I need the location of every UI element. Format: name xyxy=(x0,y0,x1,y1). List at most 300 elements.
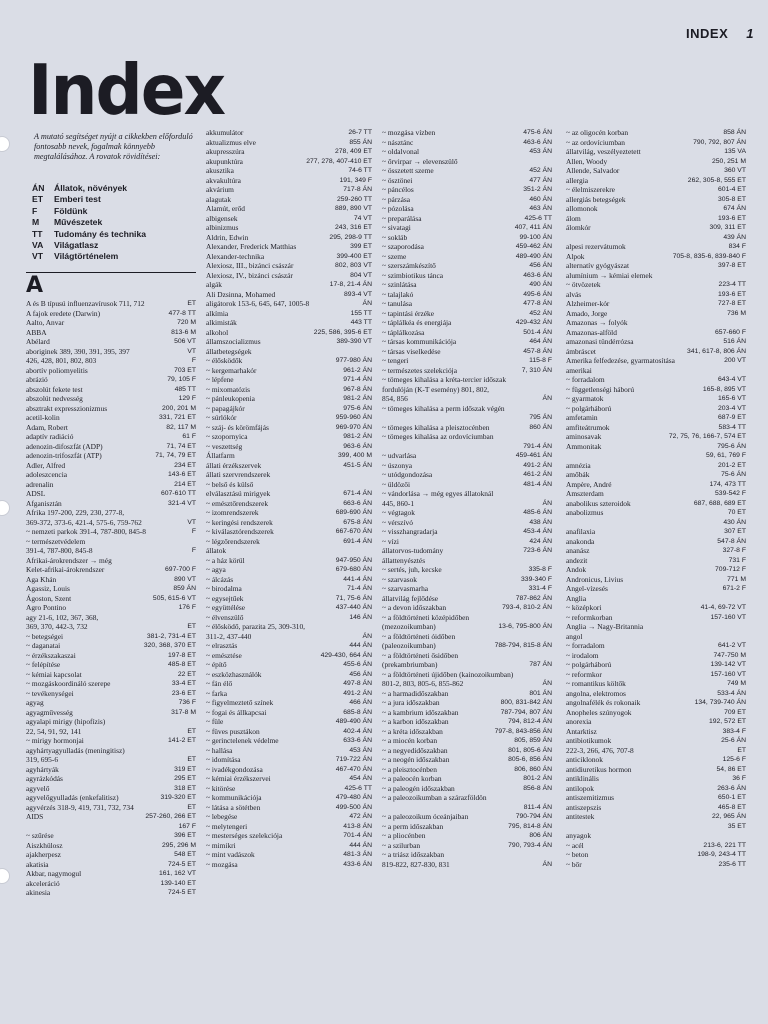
index-entry xyxy=(26,869,196,879)
index-entry xyxy=(206,204,372,214)
entry-term: agyhártyák xyxy=(26,764,59,774)
index-entry xyxy=(206,366,372,376)
index-entry xyxy=(382,632,552,642)
entry-term: 819-822, 827-830, 831 xyxy=(382,859,450,869)
entry-reference: 425-6 TT xyxy=(344,784,372,792)
entry-reference: 430 ÁN xyxy=(723,518,746,526)
entry-term: Afrikai-árokrendszer → még xyxy=(26,555,112,565)
punch-hole xyxy=(0,136,10,152)
entry-term: 854, 856 xyxy=(382,394,408,403)
index-entry xyxy=(566,442,746,452)
entry-reference: F xyxy=(191,547,196,554)
index-entry xyxy=(382,356,552,366)
entry-term: ~ a kréta időszakban xyxy=(382,726,443,736)
index-entry xyxy=(566,755,746,765)
entry-reference: 70 ET xyxy=(727,509,746,516)
index-entry xyxy=(382,518,552,528)
entry-term: ~ szűrése xyxy=(26,831,54,840)
entry-term: anabolikus szteroidok xyxy=(566,498,631,508)
entry-term: ~ természetvédelem xyxy=(26,536,86,546)
index-entry xyxy=(206,195,372,205)
index-entry xyxy=(26,451,196,461)
entry-term: elválasztású mirigyek xyxy=(206,489,271,498)
entry-term: amfiteátrumok xyxy=(566,422,610,432)
entry-term: Állatfarm xyxy=(206,451,235,460)
entry-reference: 74-6 TT xyxy=(348,167,372,174)
entry-term: albinizmus xyxy=(206,223,239,232)
index-entry xyxy=(566,765,746,775)
entry-term: ~ sivatagi xyxy=(382,223,411,232)
entry-reference: 709 ET xyxy=(724,708,746,716)
index-entry xyxy=(26,584,196,594)
index-entry xyxy=(206,746,372,756)
entry-reference: 485 TT xyxy=(174,385,196,393)
entry-reference: 481-3 ÁN xyxy=(343,851,372,858)
entry-reference: 855 ÁN xyxy=(349,138,372,146)
index-entry xyxy=(206,394,372,404)
entry-term: anyagok xyxy=(566,831,592,840)
index-entry xyxy=(26,765,196,775)
entry-term: ~ romantikus költők xyxy=(566,679,626,688)
entry-reference: 736 M xyxy=(727,309,746,317)
index-entry xyxy=(566,746,746,756)
index-entry xyxy=(206,223,372,233)
index-entry xyxy=(206,442,372,452)
entry-reference: 859 ÁN xyxy=(173,585,196,592)
index-entry xyxy=(382,480,552,490)
entry-term: ~ tengeri xyxy=(382,356,409,365)
entry-reference: ET xyxy=(187,623,196,630)
entry-term: Aldrin, Edwin xyxy=(206,232,249,242)
index-entry xyxy=(382,613,552,623)
index-entry xyxy=(26,603,196,613)
index-entry xyxy=(206,328,372,338)
entry-reference: 749 M xyxy=(727,680,746,687)
index-entry xyxy=(206,622,372,632)
index-entry xyxy=(206,157,372,167)
entry-reference: 213-6, 221 TT xyxy=(703,841,746,849)
entry-reference: 459-461 ÁN xyxy=(515,452,552,459)
index-entry xyxy=(566,584,746,594)
index-entry xyxy=(566,717,746,727)
entry-reference: 457-8 ÁN xyxy=(523,347,552,355)
entry-term: ~ farka xyxy=(206,688,228,698)
index-entry xyxy=(206,432,372,442)
entry-reference: 723-6 ÁN xyxy=(523,547,552,554)
entry-term: allomonok xyxy=(566,204,598,213)
entry-reference: 860 ÁN xyxy=(529,423,552,431)
index-entry xyxy=(206,470,372,480)
index-entry xyxy=(206,860,372,870)
index-entry xyxy=(382,375,552,385)
entry-term: alumínium → kémiai elemek xyxy=(566,270,653,280)
entry-reference: 318 ET xyxy=(174,784,196,792)
index-entry xyxy=(382,413,552,423)
index-entry xyxy=(382,831,552,841)
entry-term: ~ kémiai érzékszervei xyxy=(206,774,271,783)
entry-reference: 33-4 ET xyxy=(171,680,196,687)
entry-term: ~ tömeges kihalása a perm időszak végén xyxy=(382,403,505,413)
index-entry xyxy=(382,461,552,471)
entry-term: ~ agya xyxy=(206,565,226,574)
entry-term: Allende, Salvador xyxy=(566,166,620,175)
entry-term xyxy=(382,413,552,423)
entry-term: ~ kommunikációja xyxy=(206,793,262,802)
entry-reference: 583-4 TT xyxy=(718,423,746,431)
entry-reference: 790, 793-4 ÁN xyxy=(508,841,552,849)
entry-reference: 533-4 ÁN xyxy=(717,689,746,697)
entry-reference: 967-8 ÁN xyxy=(343,385,372,393)
index-entry xyxy=(566,518,746,528)
index-entry xyxy=(206,404,372,414)
entry-reference: 17-8, 21-4 ÁN xyxy=(329,281,372,288)
index-entry xyxy=(206,822,372,832)
entry-term: alkohol xyxy=(206,327,229,337)
entry-reference: 451-5 ÁN xyxy=(343,461,372,469)
entry-term: agyvérzés 318-9, 419, 731, 732, 734 xyxy=(26,802,134,812)
index-entry xyxy=(26,356,196,366)
index-entry xyxy=(382,499,552,509)
entry-term: acetil-kolin xyxy=(26,413,60,422)
entry-reference: 455-6 ÁN xyxy=(343,661,372,668)
entry-term: ~ ötvözetek xyxy=(566,280,601,289)
entry-reference: 278, 409 ET xyxy=(334,148,372,155)
entry-term: ~ oldalvonal xyxy=(382,147,420,156)
index-entry xyxy=(566,803,746,813)
index-entry xyxy=(26,413,196,423)
entry-reference: 135 VA xyxy=(724,148,746,155)
index-entry xyxy=(206,489,372,499)
entry-term: amőbák xyxy=(566,470,590,479)
entry-reference: 685-8 ÁN xyxy=(343,708,372,716)
index-entry xyxy=(206,584,372,594)
entry-reference: 731 F xyxy=(728,556,746,564)
entry-term: ~ légzőrendszerek xyxy=(206,536,260,546)
index-entry xyxy=(26,717,196,727)
entry-term: ~ belső és külső xyxy=(206,479,254,489)
index-entry xyxy=(566,470,746,480)
index-entry xyxy=(26,708,196,718)
index-entry xyxy=(206,812,372,822)
index-entry xyxy=(206,803,372,813)
index-entry xyxy=(26,793,196,803)
entry-term: 369, 370, 442-3, 732 xyxy=(26,622,88,631)
entry-term: ~ vándorlása → még egyes állatoknál xyxy=(382,489,494,498)
entry-term: ~ tömeges kihalása a kréta-tercier időszak xyxy=(382,375,507,384)
index-entry xyxy=(566,309,746,319)
entry-reference: 262, 305-8, 555 ET xyxy=(687,176,746,184)
entry-reference: 802, 803 VT xyxy=(334,262,372,269)
index-entry xyxy=(206,280,372,290)
index-entry xyxy=(206,451,372,461)
index-entry xyxy=(206,166,372,176)
entry-reference: 705-8, 835-6, 839-840 F xyxy=(672,252,746,260)
entry-reference: 464 ÁN xyxy=(529,338,552,345)
entry-reference: 23-6 ET xyxy=(171,689,196,697)
entry-term: ~ figyelmeztető színek xyxy=(206,698,274,707)
entry-term: ~ preparálása xyxy=(382,213,422,223)
entry-reference: 981-2 ÁN xyxy=(343,433,372,440)
entry-term: Ampère, André xyxy=(566,479,612,489)
entry-term: ~ melytengeri xyxy=(206,821,248,831)
entry-reference: 793-4, 810-2 ÁN xyxy=(502,604,552,611)
index-entry xyxy=(26,613,196,623)
entry-reference: 424 ÁN xyxy=(529,537,552,545)
entry-reference: 165-6 VT xyxy=(718,395,746,402)
entry-reference: 477-8 ÁN xyxy=(523,300,552,307)
index-entry xyxy=(382,214,552,224)
entry-term: ~ társas kommunikációja xyxy=(382,337,457,346)
entry-term: ~ betegségei xyxy=(26,631,64,641)
entry-term: A és B típusú influenzavírusok 711, 712 xyxy=(26,299,145,308)
entry-reference: 381-2, 731-4 ET xyxy=(146,632,196,640)
entry-reference: 771 M xyxy=(727,575,746,583)
entry-term: ~ kitörése xyxy=(206,783,236,793)
entry-term: ~ forradalom xyxy=(566,641,605,650)
index-entry xyxy=(26,727,196,737)
index-entry xyxy=(566,641,746,651)
entry-reference: 472 ÁN xyxy=(349,813,372,820)
entry-reference: 787-862 ÁN xyxy=(515,594,552,602)
entry-reference: 319 ET xyxy=(174,765,196,773)
entry-reference: 959-960 ÁN xyxy=(335,414,372,421)
entry-term: Alexander, Frederick Matthias xyxy=(206,242,297,251)
entry-term: ~ mixomatózis xyxy=(206,384,251,394)
index-entry xyxy=(566,831,746,841)
index-entry xyxy=(566,223,746,233)
entry-term: abszolút fekete test xyxy=(26,384,83,394)
entry-reference: 801, 805-6 ÁN xyxy=(508,746,552,754)
entry-term: ~ élvenszülő xyxy=(206,612,244,622)
entry-reference: 491-2 ÁN xyxy=(523,461,552,469)
entry-reference: 643-4 VT xyxy=(718,376,746,383)
entry-reference: 727-8 ET xyxy=(718,300,746,307)
entry-term: ~ fán élő xyxy=(206,679,233,688)
entry-term: ~ társas viselkedése xyxy=(382,346,441,356)
entry-reference: 461-2 ÁN xyxy=(523,471,552,478)
entry-reference: 505, 615-6 VT xyxy=(152,594,196,602)
index-entry xyxy=(26,879,196,889)
entry-term: ~ egysejtűek xyxy=(206,593,244,603)
index-entry xyxy=(382,765,552,775)
index-entry xyxy=(382,470,552,480)
entry-term: ~ a perm időszakban xyxy=(382,821,444,831)
entry-term xyxy=(566,518,746,528)
entry-term: ~ ösztönei xyxy=(382,175,413,185)
index-entry xyxy=(566,337,746,347)
entry-term: ~ tanulása xyxy=(382,299,413,308)
entry-term: ~ együttélése xyxy=(206,603,246,612)
entry-term: Afganisztán xyxy=(26,498,62,508)
entry-reference: 463-6 ÁN xyxy=(523,271,552,279)
entry-reference: 22, 965 ÁN xyxy=(711,813,746,820)
legend-row xyxy=(32,229,202,240)
entry-reference: 441-4 ÁN xyxy=(343,575,372,583)
entry-term: Anopheles szúnyogok xyxy=(566,707,632,717)
legend-label: Tudomány és technika xyxy=(54,228,147,239)
index-entry xyxy=(382,850,552,860)
index-entry xyxy=(206,347,372,357)
entry-reference: ET xyxy=(187,803,196,811)
entry-term: ~ szeme xyxy=(382,251,407,261)
entry-term: andezit xyxy=(566,555,588,565)
entry-term: ~ álcázás xyxy=(206,574,234,584)
entry-reference: 259-260 TT xyxy=(336,195,372,203)
index-entry xyxy=(206,708,372,718)
index-entry xyxy=(382,157,552,167)
index-entry xyxy=(382,204,552,214)
entry-reference: 402-4 ÁN xyxy=(343,727,372,735)
index-entry xyxy=(566,480,746,490)
entry-reference: 250, 251 M xyxy=(711,157,746,165)
entry-reference: 795 ÁN xyxy=(529,414,552,421)
index-entry xyxy=(382,537,552,547)
entry-term: adenozin-trifoszfát (ATP) xyxy=(26,451,102,460)
entry-term: Abélard xyxy=(26,337,50,346)
entry-reference: 475-6 ÁN xyxy=(523,129,552,136)
index-entry xyxy=(382,784,552,794)
index-entry xyxy=(566,499,746,509)
entry-term: ~ lebegése xyxy=(206,812,238,821)
index-entry xyxy=(206,727,372,737)
entry-reference: 975-6 ÁN xyxy=(343,404,372,412)
index-entry xyxy=(26,385,196,395)
entry-term: ~ függetlenségi háború xyxy=(566,384,635,394)
entry-term: Kelet-afrikai-árokrendszer xyxy=(26,565,105,574)
entry-term: ~ szarvasmarha xyxy=(382,584,429,593)
entry-term: 222-3, 266, 476, 707-8 xyxy=(566,745,634,755)
legend-code: ET xyxy=(32,194,43,205)
entry-reference: 235-6 TT xyxy=(718,860,746,868)
entry-reference: ET xyxy=(187,727,196,735)
index-entry xyxy=(382,128,552,138)
index-entry xyxy=(566,860,746,870)
entry-term: ~ szaporodása xyxy=(382,242,424,251)
entry-term: agyrázkódás xyxy=(26,774,63,783)
entry-reference: 801 ÁN xyxy=(529,689,552,697)
index-entry xyxy=(26,556,196,566)
entry-term: Amado, Jorge xyxy=(566,308,608,318)
entry-term: akusztika xyxy=(206,166,234,175)
entry-term: ~ utódgondozása xyxy=(382,470,433,479)
index-entry xyxy=(566,261,746,271)
entry-reference: 671-2 F xyxy=(722,585,746,592)
entry-term: alpesi rezervátumok xyxy=(566,242,626,251)
index-entry xyxy=(566,670,746,680)
entry-term: adaptív radiáció xyxy=(26,432,74,441)
index-entry xyxy=(206,138,372,148)
entry-term: Alzheimer-kór xyxy=(566,299,610,308)
abbreviation-legend xyxy=(32,183,202,263)
index-entry xyxy=(382,755,552,765)
entry-term: antibiotikumok xyxy=(566,736,612,745)
index-entry xyxy=(206,337,372,347)
entry-reference: 425-6 TT xyxy=(524,214,552,222)
entry-reference: 22 ET xyxy=(177,670,196,678)
index-entry xyxy=(382,746,552,756)
entry-reference: 971-4 ÁN xyxy=(343,376,372,383)
index-entry xyxy=(26,480,196,490)
index-entry xyxy=(382,708,552,718)
index-entry xyxy=(382,698,552,708)
entry-term: állatorvos-tudomány xyxy=(382,546,444,555)
entry-term: allergiás betegségek xyxy=(566,194,626,204)
entry-term: ~ párzása xyxy=(382,194,410,204)
index-entry xyxy=(382,242,552,252)
entry-term: ~ násztánc xyxy=(382,137,414,147)
index-column-1 xyxy=(26,270,196,898)
index-entry xyxy=(26,499,196,509)
entry-term: antiszepszis xyxy=(566,802,602,812)
entry-term: ~ sokláb xyxy=(382,232,408,242)
entry-reference: ÁN xyxy=(362,300,372,307)
entry-term: (prekambriumban) xyxy=(382,660,438,669)
index-entry xyxy=(382,508,552,518)
index-entry xyxy=(26,632,196,642)
entry-term: ~ száj- és körömfájás xyxy=(206,422,269,432)
entry-reference: 963-6 ÁN xyxy=(343,442,372,450)
entry-term: ~ polgárháború xyxy=(566,403,612,413)
entry-reference: 491-2 ÁN xyxy=(343,689,372,697)
entry-reference: 454 ÁN xyxy=(349,775,372,782)
index-entry xyxy=(206,290,372,300)
entry-term: Afrika 197-200, 229, 230, 277-8, xyxy=(26,508,125,517)
entry-reference: 295, 296 M xyxy=(161,841,196,849)
entry-reference: 806 ÁN xyxy=(529,832,552,839)
index-entry xyxy=(26,470,196,480)
entry-reference: 200 VT xyxy=(724,357,746,364)
index-entry xyxy=(382,404,552,414)
entry-term: ~ szarvasok xyxy=(382,574,417,584)
entry-term: ~ a paleozoikumban a szárazföldön xyxy=(382,793,487,802)
index-entry xyxy=(566,546,746,556)
entry-term: agyag xyxy=(26,698,44,707)
index-entry xyxy=(206,784,372,794)
entry-term: ~ irodalom xyxy=(566,650,599,660)
entry-term: ~ érzékszakaszai xyxy=(26,650,76,660)
entry-reference: 788-794, 815-8 ÁN xyxy=(494,642,552,649)
entry-reference: 214 ET xyxy=(174,480,196,488)
entry-term: antiszemitizmus xyxy=(566,793,615,802)
index-entry xyxy=(382,261,552,271)
legend-code: F xyxy=(32,205,38,216)
index-entry xyxy=(382,385,552,395)
entry-reference: 697-700 F xyxy=(165,566,196,573)
entry-term: Alexiosz, IV., bizánci császár xyxy=(206,270,293,280)
entry-term: ~ mimikri xyxy=(206,840,236,850)
entry-term: ~ a földtörténeti újidőben (kainozoikumban) xyxy=(382,669,514,679)
entry-term: ~ mirigy hormonjai xyxy=(26,736,84,745)
entry-reference: 193-6 ET xyxy=(718,214,746,222)
entry-term: Adam, Robert xyxy=(26,422,68,432)
index-entry xyxy=(206,413,372,423)
index-entry xyxy=(206,651,372,661)
entry-reference: 501-4 ÁN xyxy=(523,328,552,336)
index-entry xyxy=(382,584,552,594)
entry-reference: 295 ET xyxy=(174,775,196,782)
index-entry xyxy=(566,575,746,585)
index-entry xyxy=(26,594,196,604)
index-entry xyxy=(382,318,552,328)
index-entry xyxy=(206,546,372,556)
entry-term: amazonasi tündérrózsa xyxy=(566,337,634,346)
legend-row xyxy=(32,240,202,251)
entry-term: Ágoston, Szent xyxy=(26,593,72,603)
entry-reference: 719-722 ÁN xyxy=(335,756,372,763)
entry-reference: 399-400 ET xyxy=(336,252,372,260)
index-entry xyxy=(566,850,746,860)
entry-reference: 467-470 ÁN xyxy=(335,765,372,773)
